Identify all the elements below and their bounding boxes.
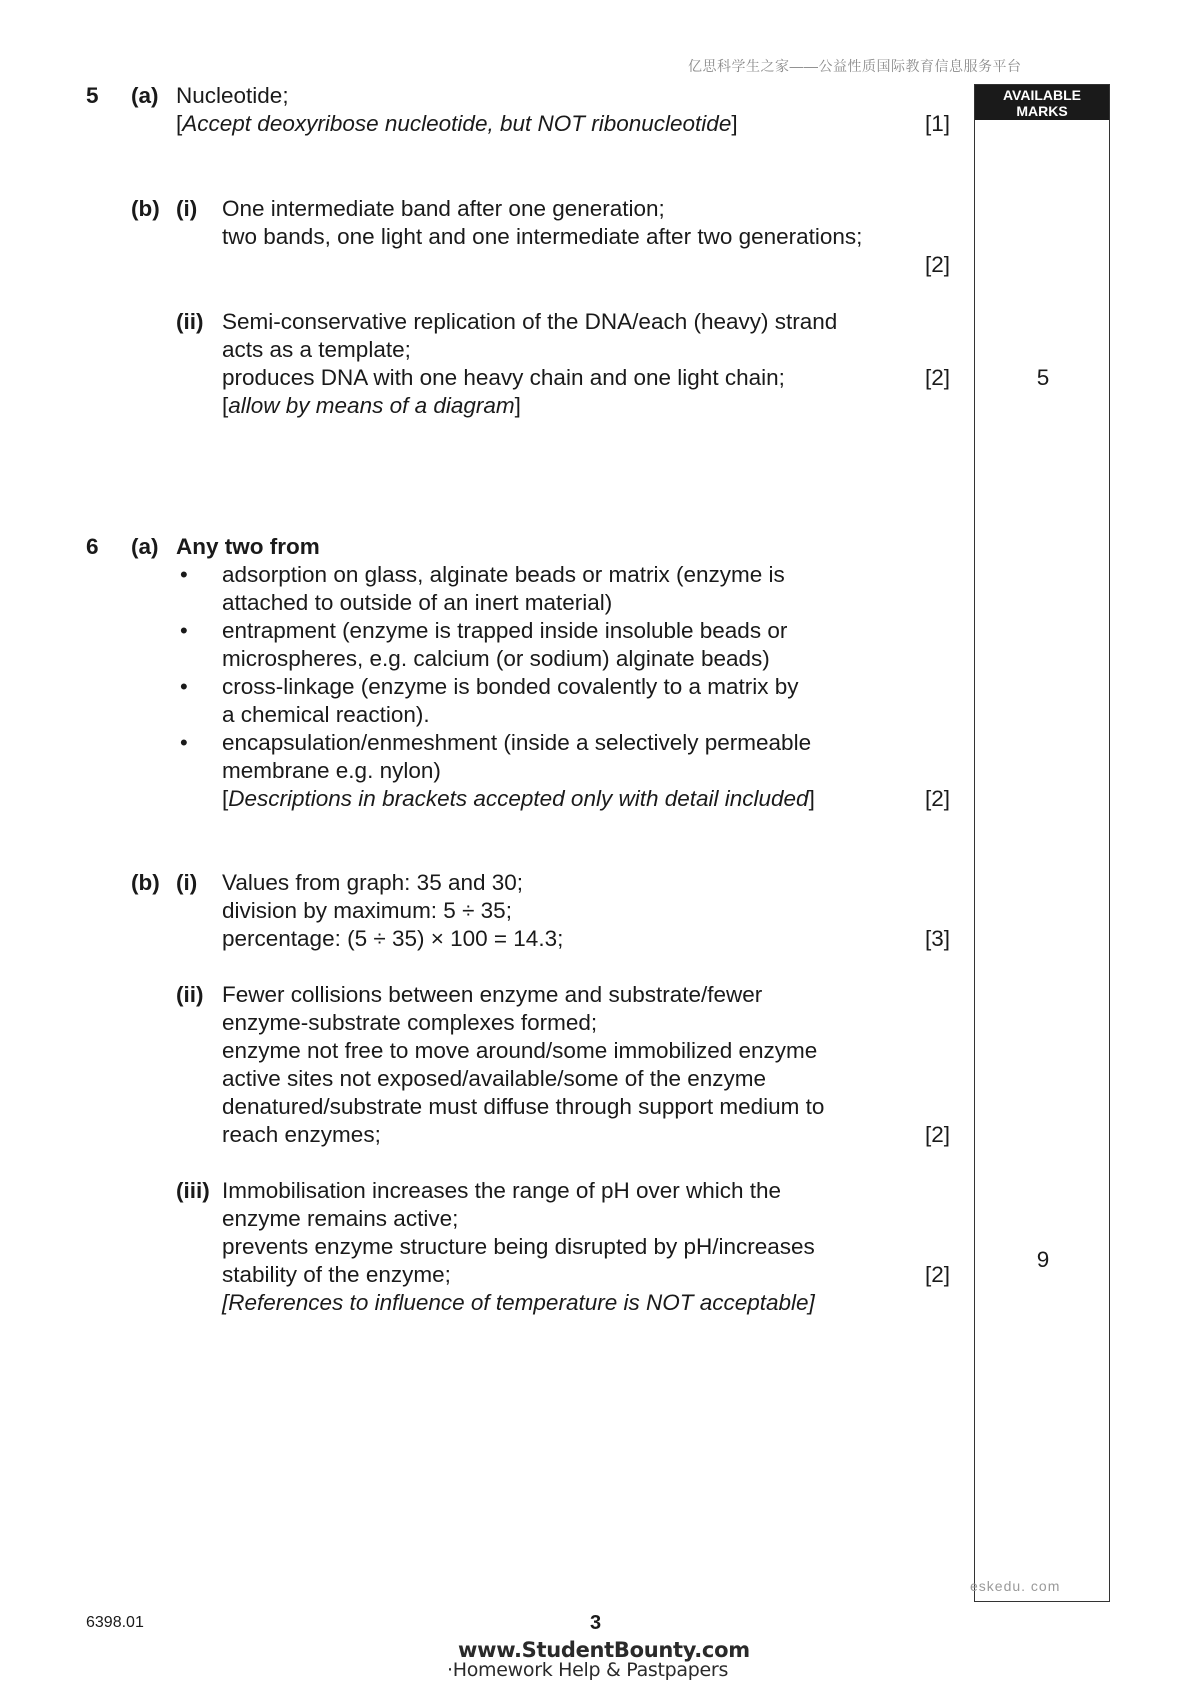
q6biii-label: (iii) bbox=[176, 1178, 210, 1203]
q5bi-line1: One intermediate band after one generation; bbox=[222, 196, 665, 221]
q6a-bullet-3: • bbox=[180, 674, 188, 699]
q6bii-line4: active sites not exposed/available/some of the enzyme bbox=[222, 1066, 767, 1091]
q6bi-line2: division by maximum: 5 ÷ 35; bbox=[222, 898, 512, 923]
q6a-bullet-2-line1: entrapment (enzyme is trapped inside insoluble beads or bbox=[222, 618, 788, 643]
q6a-mark: [2] bbox=[924, 786, 950, 811]
available-marks-header bbox=[975, 85, 1109, 120]
q6biii-line4: stability of the enzyme; bbox=[222, 1262, 451, 1287]
q6bii-line2: enzyme-substrate complexes formed; bbox=[222, 1010, 598, 1035]
q6a-bullet-1-line2: attached to outside of an inert material) bbox=[222, 590, 613, 615]
question-5-number: 5 bbox=[86, 83, 99, 108]
q6bii-line5: denatured/substrate must diffuse through support medium to bbox=[222, 1094, 825, 1119]
q5a-note bbox=[176, 110, 738, 138]
q5bii-note-text: allow by means of a diagram bbox=[228, 393, 515, 418]
q5bii-note-open: [ bbox=[222, 393, 229, 418]
q6bii-line6: reach enzymes; bbox=[222, 1122, 381, 1147]
q6a-heading: Any two from bbox=[176, 534, 320, 559]
q6biii-line1: Immobilisation increases the range of pH over which the bbox=[222, 1178, 782, 1203]
q6a-bullet-1-line1: adsorption on glass, alginate beads or matrix (enzyme is bbox=[222, 562, 785, 587]
q5a-note-open: [ bbox=[176, 111, 183, 136]
q6bi-line3: percentage: (5 ÷ 35) × 100 = 14.3; bbox=[222, 926, 564, 951]
q6bii-mark: [2] bbox=[924, 1122, 950, 1147]
q5bii-mark: [2] bbox=[924, 365, 950, 390]
q5bii-note-close: ] bbox=[514, 393, 521, 418]
q5a-note-text: Accept deoxyribose nucleotide, but NOT ribonucleotide bbox=[182, 111, 732, 136]
q6a-bullet-4-line1: encapsulation/enmeshment (inside a selectively permeable bbox=[222, 730, 812, 755]
q5b-label: (b) bbox=[131, 196, 160, 221]
q6bi-line1: Values from graph: 35 and 30; bbox=[222, 870, 524, 895]
q5bi-label: (i) bbox=[176, 196, 198, 221]
q6a-bullet-2: • bbox=[180, 618, 188, 643]
studentbounty-tagline: ·Homework Help & Pastpapers bbox=[447, 1659, 729, 1681]
q6biii-mark: [2] bbox=[924, 1262, 950, 1287]
q6biii-line3: prevents enzyme structure being disrupted by pH/increases bbox=[222, 1234, 815, 1259]
header-note: 亿思科学生之家——公益性质国际教育信息服务平台 bbox=[688, 58, 1022, 74]
q6bii-line3: enzyme not free to move around/some immobilized enzyme bbox=[222, 1038, 818, 1063]
q6a-note-close: ] bbox=[808, 786, 815, 811]
q6bii-label: (ii) bbox=[176, 982, 204, 1007]
q6a-label: (a) bbox=[131, 534, 159, 559]
q6a-note-text: Descriptions in brackets accepted only with detail included bbox=[228, 786, 809, 811]
q5bi-line2: two bands, one light and one intermediate after two generations; bbox=[222, 224, 863, 249]
q5a-note-close: ] bbox=[731, 111, 738, 136]
q6a-note-open: [ bbox=[222, 786, 229, 811]
question-6-number: 6 bbox=[86, 534, 99, 559]
q6-available-marks: 9 bbox=[1036, 1247, 1050, 1272]
q6bii-line1: Fewer collisions between enzyme and substrate/fewer bbox=[222, 982, 763, 1007]
q6a-bullet-2-line2: microspheres, e.g. calcium (or sodium) alginate beads) bbox=[222, 646, 770, 671]
q5bii-line3: produces DNA with one heavy chain and one light chain; bbox=[222, 365, 785, 390]
watermark-text: eskedu. com bbox=[970, 1578, 1061, 1594]
q6a-bullet-3-line2: a chemical reaction). bbox=[222, 702, 430, 727]
q6a-bullet-4-line2: membrane e.g. nylon) bbox=[222, 758, 441, 783]
q5a-mark: [1] bbox=[924, 111, 950, 136]
studentbounty-url[interactable]: www.StudentBounty.com bbox=[458, 1638, 750, 1662]
q6a-bullet-4: • bbox=[180, 730, 188, 755]
paper-code: 6398.01 bbox=[86, 1614, 144, 1631]
q6a-note bbox=[222, 785, 815, 813]
page-number: 3 bbox=[590, 1612, 602, 1634]
q5bi-mark: [2] bbox=[924, 252, 950, 277]
q6bi-label: (i) bbox=[176, 870, 198, 895]
q5bii-label: (ii) bbox=[176, 309, 204, 334]
available-marks-header-line1: AVAILABLE bbox=[1002, 87, 1082, 103]
q5bii-note bbox=[222, 392, 521, 420]
q6b-label: (b) bbox=[131, 870, 160, 895]
q5bii-line1: Semi-conservative replication of the DNA/each (heavy) strand bbox=[222, 309, 838, 334]
q6a-bullet-1: • bbox=[180, 562, 188, 587]
q5a-label: (a) bbox=[131, 83, 159, 108]
available-marks-column bbox=[974, 84, 1110, 1602]
q5-available-marks: 5 bbox=[1036, 365, 1050, 390]
q6biii-line2: enzyme remains active; bbox=[222, 1206, 459, 1231]
q6bi-mark: [3] bbox=[924, 926, 950, 951]
q5bii-line2: acts as a template; bbox=[222, 337, 411, 362]
q5a-answer: Nucleotide; bbox=[176, 83, 289, 108]
available-marks-header-line2: MARKS bbox=[1016, 103, 1068, 119]
q6biii-note: [References to influence of temperature is NOT acceptable] bbox=[222, 1290, 815, 1315]
q6a-bullet-3-line1: cross-linkage (enzyme is bonded covalently to a matrix by bbox=[222, 674, 799, 699]
